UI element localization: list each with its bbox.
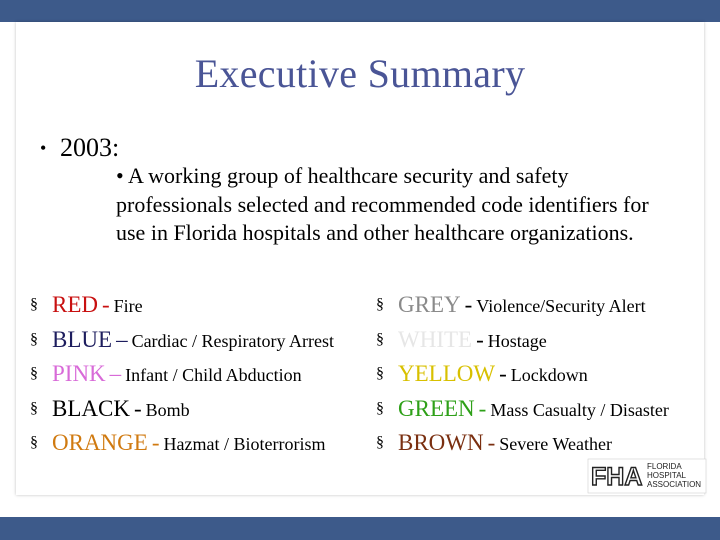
code-separator: - <box>151 430 160 455</box>
top-frame-bar <box>0 0 720 22</box>
code-name: BLACK <box>52 395 130 421</box>
code-name: BLUE <box>52 326 113 352</box>
code-name: YELLOW <box>398 361 496 386</box>
code-item-black <box>30 396 334 431</box>
bottom-frame-bar <box>0 517 720 540</box>
logo-line-3: ASSOCIATION <box>647 480 702 489</box>
logo-line-2: HOSPITAL <box>647 471 686 480</box>
square-bullet-icon: § <box>30 365 38 382</box>
code-name: ORANGE <box>52 430 148 455</box>
code-separator: - <box>499 361 507 386</box>
code-separator: - <box>464 292 473 317</box>
code-description: Cardiac / Respiratory Arrest <box>131 330 335 351</box>
intro-bullet <box>116 162 676 248</box>
code-description: Violence/Security Alert <box>476 296 646 316</box>
code-separator: – <box>116 326 128 352</box>
code-name: GREY <box>398 292 461 317</box>
code-item-blue <box>30 327 334 362</box>
code-description: Lockdown <box>510 365 588 385</box>
code-name: PINK <box>52 361 106 386</box>
logo-line-1: FLORIDA <box>647 462 682 471</box>
code-description: Infant / Child Abduction <box>125 365 302 385</box>
code-item-pink <box>30 361 334 396</box>
code-name: BROWN <box>398 430 484 455</box>
code-description: Mass Casualty / Disaster <box>490 399 669 420</box>
bullet-marker: • <box>40 138 47 158</box>
square-bullet-icon: § <box>376 434 384 451</box>
code-name: RED <box>52 292 98 317</box>
slide-title: Executive Summary <box>194 51 526 96</box>
code-description: Bomb <box>145 399 190 420</box>
code-separator: – <box>109 361 122 386</box>
code-item-yellow <box>376 361 669 396</box>
code-item-green <box>376 396 669 431</box>
code-item-red <box>30 292 334 327</box>
square-bullet-icon: § <box>376 330 384 348</box>
code-separator: - <box>478 395 487 421</box>
code-description: Hazmat / Bioterrorism <box>163 434 326 454</box>
code-item-white <box>376 327 669 362</box>
fha-logo <box>587 458 707 494</box>
square-bullet-icon: § <box>376 365 384 382</box>
code-item-orange <box>30 430 334 465</box>
code-list-right <box>376 292 669 465</box>
code-name: GREEN <box>398 395 475 421</box>
square-bullet-icon: § <box>376 296 384 313</box>
code-separator: - <box>476 326 484 352</box>
code-separator: - <box>133 395 142 421</box>
year-heading: 2003: <box>60 133 120 162</box>
code-description: Severe Weather <box>499 434 612 454</box>
code-separator: - <box>102 292 110 317</box>
square-bullet-icon: § <box>30 330 38 348</box>
code-item-grey <box>376 292 669 327</box>
intro-text: A working group of healthcare security and safety professionals selected and recommended code identifiers for use in Florida hospitals and other healthcare organizations. <box>116 163 649 245</box>
square-bullet-icon: § <box>30 399 38 417</box>
bullet-marker: • <box>116 163 124 188</box>
square-bullet-icon: § <box>376 399 384 417</box>
code-description: Fire <box>113 296 143 316</box>
code-list-left <box>30 292 334 465</box>
code-description: Hostage <box>487 330 547 351</box>
code-separator: - <box>487 430 496 455</box>
logo-mark: FHA <box>591 463 643 491</box>
square-bullet-icon: § <box>30 296 38 313</box>
code-name: WHITE <box>398 326 473 352</box>
square-bullet-icon: § <box>30 434 38 451</box>
